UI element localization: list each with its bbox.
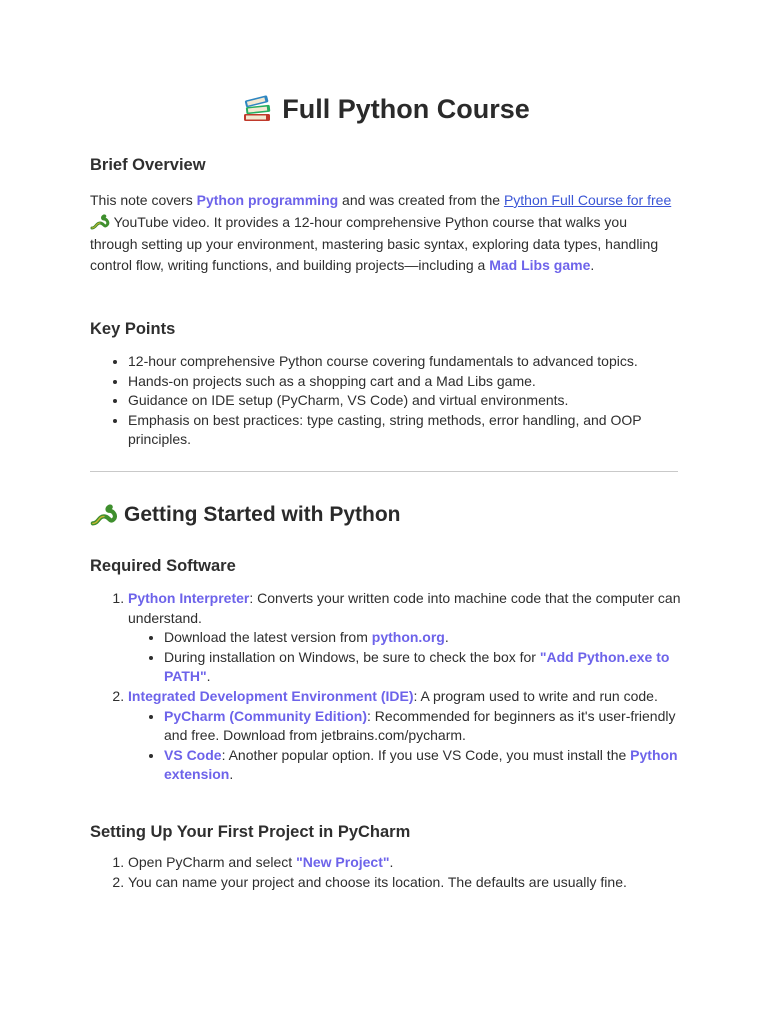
sub-text: : Recommended for beginners as it's user-friendly and free. Download from jetbrains.com/pycharm. bbox=[164, 707, 676, 744]
python-org-highlight: python.org bbox=[371, 629, 445, 646]
pycharm-highlight: PyCharm (Community Edition) bbox=[164, 707, 368, 724]
getting-started-heading-text: Getting Started with Python bbox=[124, 503, 401, 526]
mad-libs-highlight: Mad Libs game bbox=[489, 257, 591, 274]
ide-sub-list bbox=[128, 707, 688, 785]
list-item bbox=[164, 648, 688, 687]
sub-text: . bbox=[206, 668, 211, 685]
list-item: • Guidance on IDE setup (PyCharm, VS Code) and virtual environments. bbox=[128, 391, 688, 411]
python-interpreter-text: : Converts your written code into machine code that the computer can understand. bbox=[128, 590, 681, 626]
list-item: 2. You can name your project and choose its location. The defaults are usually fine. bbox=[128, 873, 688, 893]
required-software-heading: Required Software bbox=[90, 557, 236, 575]
step-text: Open PyCharm and select bbox=[128, 854, 297, 870]
brief-overview-paragraph bbox=[90, 190, 675, 277]
ide-highlight: Integrated Development Environment (IDE) bbox=[128, 687, 414, 704]
vscode-highlight: VS Code bbox=[164, 746, 222, 763]
sub-text: : Another popular option. If you use VS Code, you must install the bbox=[221, 746, 631, 763]
key-points-heading: Key Points bbox=[90, 320, 176, 338]
sub-text: During installation on Windows, be sure to check the box for bbox=[164, 648, 540, 665]
list-item bbox=[164, 707, 688, 746]
youtube-video-link[interactable]: Python Full Course for free bbox=[503, 192, 672, 208]
brief-text-4: . bbox=[590, 257, 595, 274]
list-item bbox=[128, 687, 688, 785]
add-to-path-highlight: "Add Python.exe to PATH" bbox=[164, 648, 670, 685]
snake-icon bbox=[90, 503, 118, 527]
page-title bbox=[90, 92, 680, 126]
page-title-text: Full Python Course bbox=[282, 93, 530, 124]
list-item: • Hands-on projects such as a shopping cart and a Mad Libs game. bbox=[128, 372, 688, 392]
books-icon bbox=[240, 92, 274, 126]
list-item: • 12-hour comprehensive Python course covering fundamentals to advanced topics. bbox=[128, 352, 688, 372]
list-item bbox=[128, 853, 688, 873]
snake-icon bbox=[90, 214, 110, 230]
section-divider bbox=[90, 471, 678, 472]
python-extension-highlight: Python extension bbox=[164, 746, 678, 783]
ide-text: : A program used to write and run code. bbox=[413, 687, 658, 704]
brief-overview-heading: Brief Overview bbox=[90, 156, 206, 174]
list-item bbox=[128, 589, 688, 687]
brief-text-1: This note covers bbox=[90, 192, 197, 208]
list-item bbox=[164, 746, 688, 785]
step-text: . bbox=[389, 854, 394, 870]
key-points-list bbox=[90, 352, 688, 450]
new-project-highlight: "New Project" bbox=[296, 854, 390, 870]
first-project-heading: Setting Up Your First Project in PyCharm bbox=[90, 823, 411, 841]
interpreter-sub-list bbox=[128, 628, 688, 687]
sub-text: . bbox=[444, 629, 449, 646]
python-programming-highlight: Python programming bbox=[196, 192, 339, 208]
required-software-list bbox=[90, 589, 688, 785]
python-interpreter-highlight: Python Interpreter bbox=[128, 590, 250, 606]
sub-text: . bbox=[229, 766, 234, 783]
brief-text-2: and was created from the bbox=[338, 192, 504, 208]
getting-started-heading bbox=[90, 503, 401, 527]
brief-text-3: YouTube video. It provides a 12-hour comprehensive Python course that walks you through setting up your environment, mastering basic syntax, exploring data types, handling control flow, writing functions, and building projects—including a bbox=[90, 213, 659, 274]
list-item bbox=[164, 628, 688, 648]
list-item: • Emphasis on best practices: type casting, string methods, error handling, and OOP principles. bbox=[128, 411, 688, 450]
sub-text: Download the latest version from bbox=[164, 629, 372, 646]
first-project-list bbox=[90, 853, 688, 892]
